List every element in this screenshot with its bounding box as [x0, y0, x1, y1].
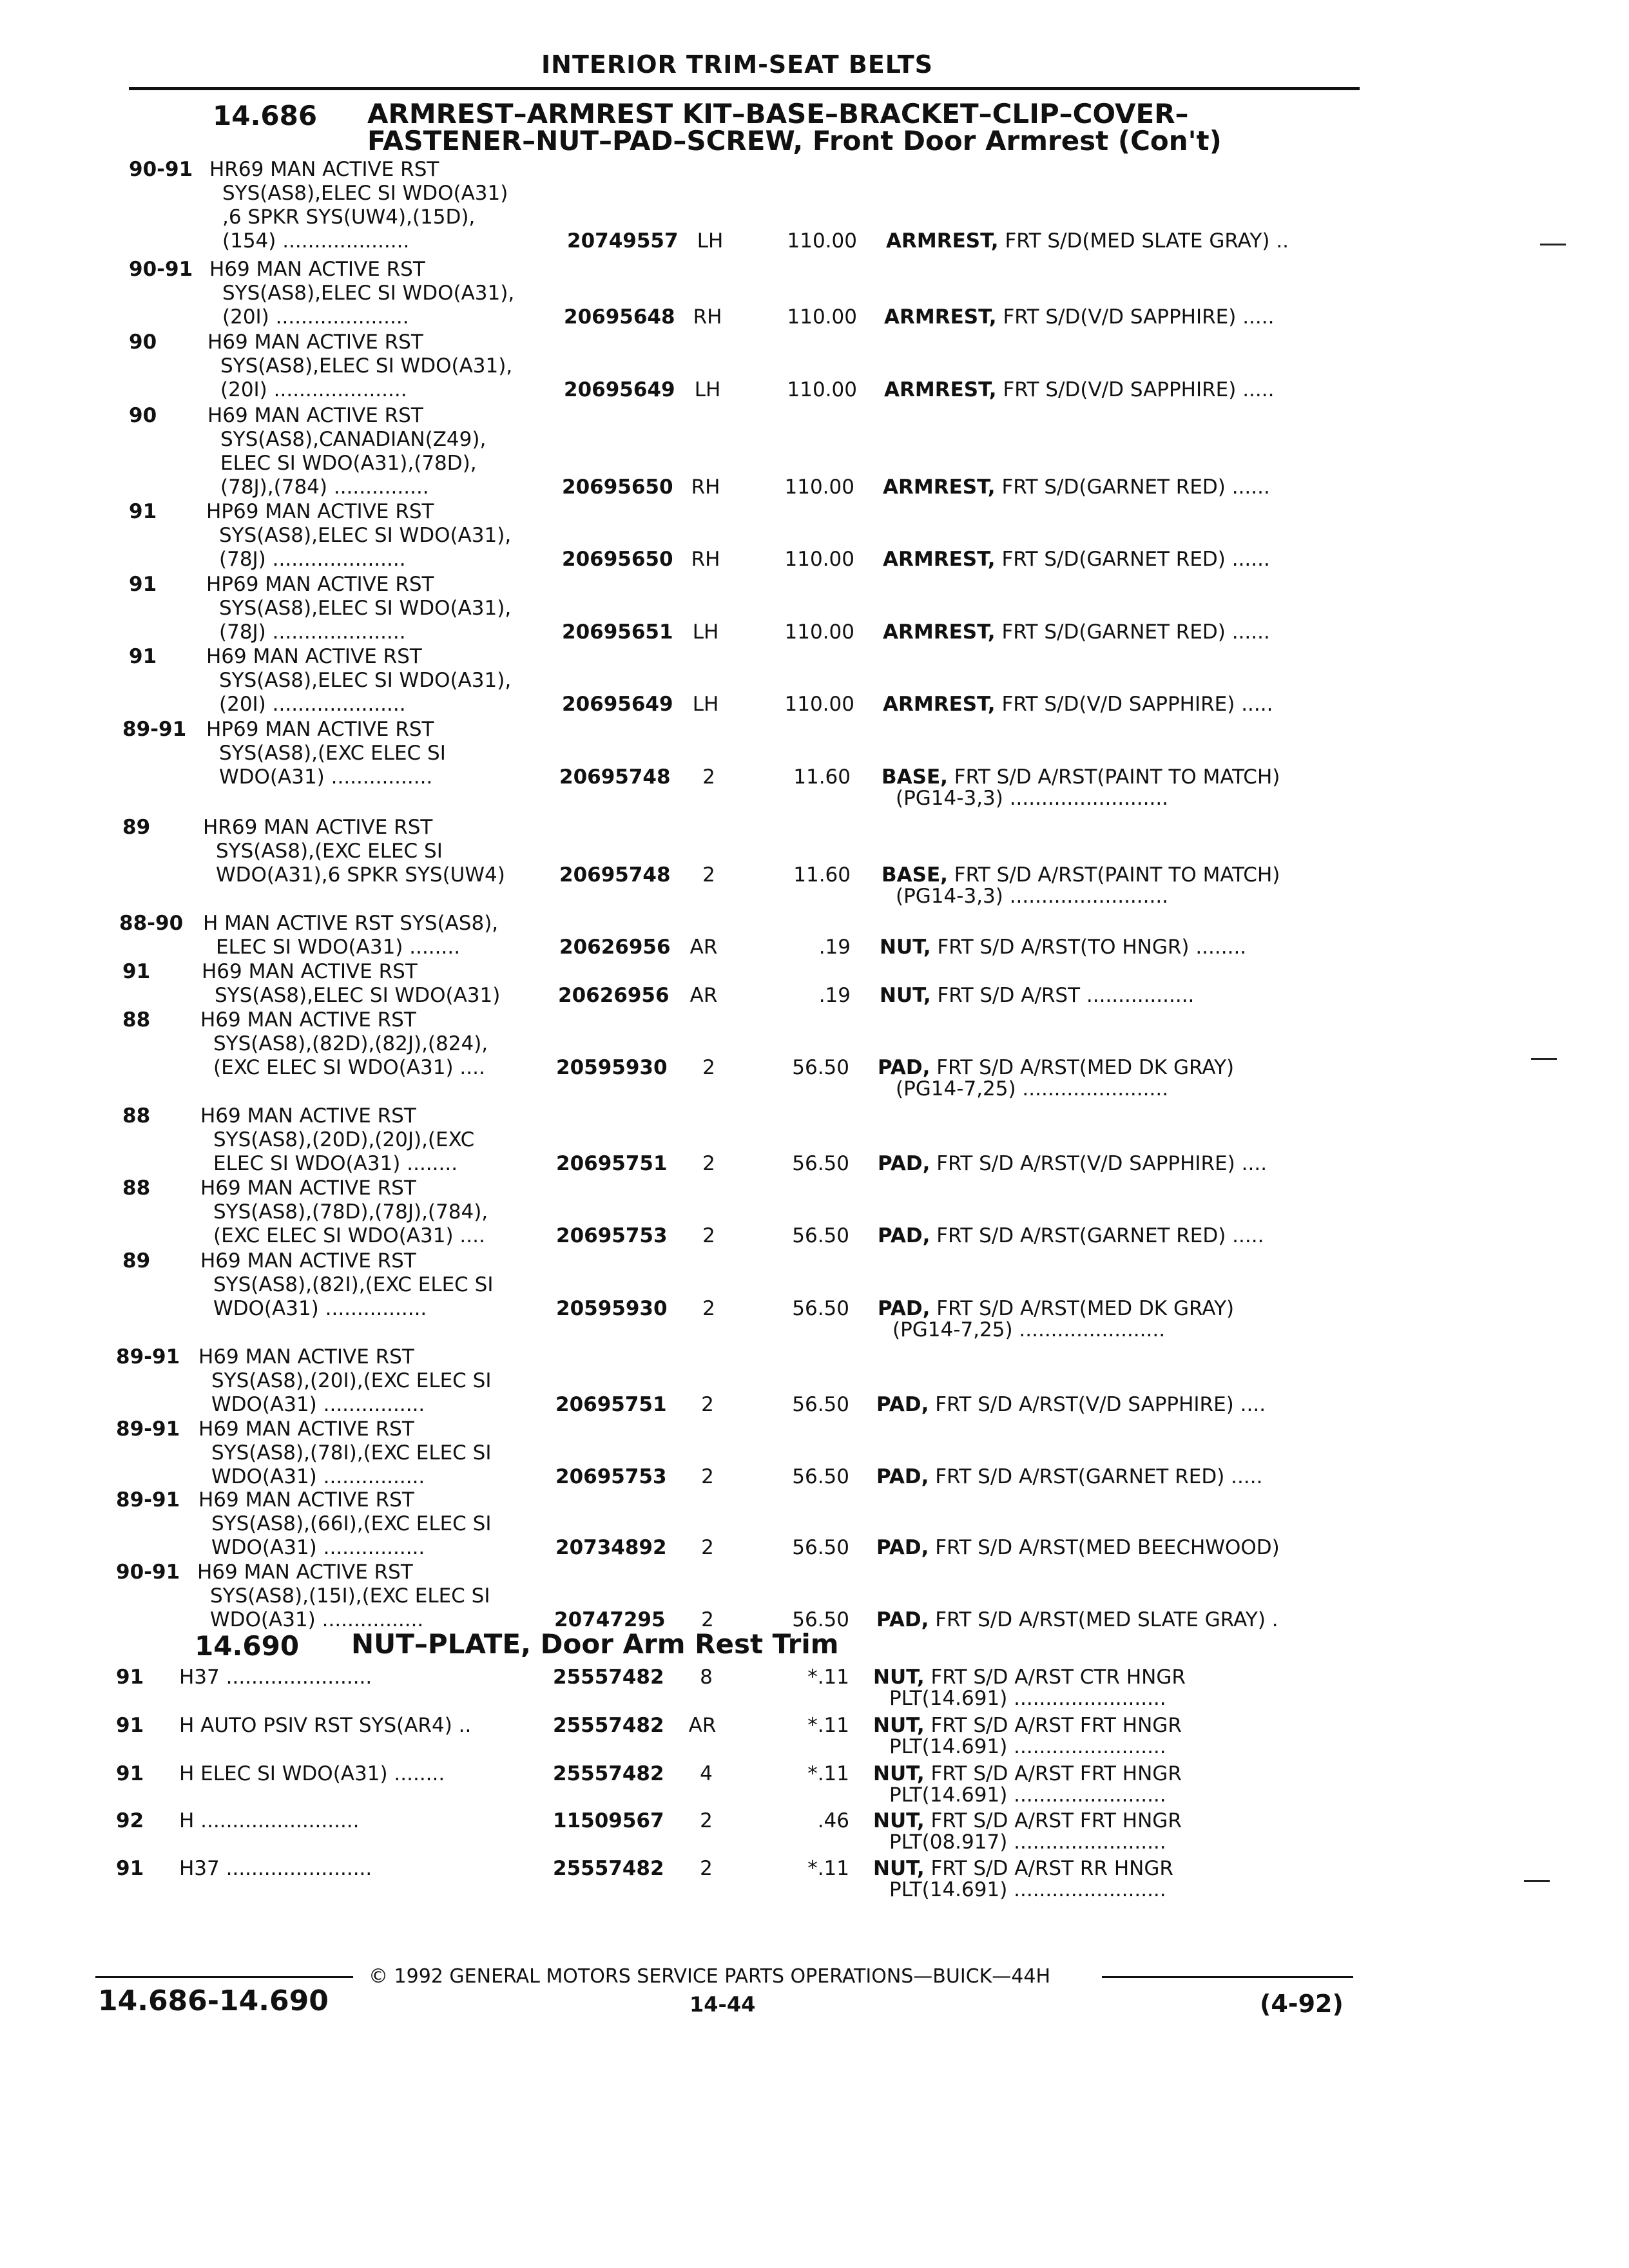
quantity: LH: [692, 620, 719, 644]
section-title: ARMREST–ARMREST KIT–BASE–BRACKET–CLIP–COVER–: [367, 98, 1189, 130]
item-description: [882, 863, 1280, 887]
quantity: 2: [702, 1152, 715, 1175]
application-line: SYS(AS8),(66I),(EXC ELEC SI: [211, 1512, 492, 1535]
part-number: 20626956: [559, 936, 671, 959]
item-description: [873, 1857, 1173, 1881]
item-description: [873, 1714, 1182, 1738]
application-line: (154) ....................: [222, 229, 410, 253]
item-description: [876, 1536, 1280, 1560]
item-detail: FRT S/D A/RST(V/D SAPPHIRE) ....: [930, 1152, 1268, 1175]
item-name: PAD,: [878, 1056, 930, 1079]
section-number: 14.690: [195, 1630, 300, 1662]
application-line: SYS(AS8),(82I),(EXC ELEC SI: [213, 1273, 494, 1296]
item-description: [873, 1666, 1186, 1689]
application-line: HP69 MAN ACTIVE RST: [206, 573, 434, 596]
application-line: H37 .......................: [179, 1857, 372, 1880]
item-detail: FRT S/D(GARNET RED) ......: [995, 620, 1270, 644]
price: 110.00: [784, 693, 854, 716]
section-title: FASTENER–NUT–PAD–SCREW, Front Door Armrest (Con't): [367, 125, 1222, 157]
part-number: 20695650: [562, 476, 673, 499]
item-detail: FRT S/D A/RST(GARNET RED) .....: [929, 1465, 1263, 1488]
item-description: [883, 476, 1270, 499]
application-line: H .........................: [179, 1809, 360, 1832]
part-number: 25557482: [553, 1762, 664, 1785]
quantity: RH: [693, 305, 722, 329]
application-line: SYS(AS8),(EXC ELEC SI: [216, 840, 443, 863]
quantity: 2: [700, 1809, 713, 1832]
part-number: 20734892: [555, 1536, 667, 1559]
footer-page-number: 14-44: [689, 1992, 756, 2017]
item-detail: FRT S/D A/RST(MED BEECHWOOD): [929, 1536, 1280, 1559]
item-name: PAD,: [876, 1536, 929, 1559]
price: 56.50: [792, 1297, 849, 1320]
item-description: [883, 693, 1273, 716]
model-year: 89: [122, 816, 151, 839]
item-description: [886, 229, 1289, 253]
item-description-continued: PLT(14.691) ........................: [889, 1878, 1166, 1901]
item-description: [876, 1608, 1278, 1632]
application-line: H69 MAN ACTIVE RST: [198, 1488, 414, 1512]
quantity: 4: [700, 1762, 713, 1785]
item-name: PAD,: [876, 1608, 929, 1631]
item-description-continued: (PG14-7,25) .......................: [896, 1077, 1169, 1100]
price: 56.50: [792, 1152, 849, 1175]
application-line: (78J),(784) ...............: [220, 476, 429, 499]
model-year: 92: [116, 1809, 144, 1832]
model-year: 90-91: [116, 1561, 180, 1584]
section-number: 14.686: [213, 100, 318, 131]
application-line: SYS(AS8),ELEC SI WDO(A31): [215, 984, 501, 1007]
part-number: 25557482: [553, 1666, 664, 1689]
quantity: 2: [701, 1608, 714, 1631]
application-line: H69 MAN ACTIVE RST: [200, 1177, 416, 1200]
item-description-continued: PLT(14.691) ........................: [889, 1783, 1166, 1807]
item-detail: FRT S/D A/RST RR HNGR: [924, 1857, 1173, 1880]
item-description-continued: PLT(14.691) ........................: [889, 1735, 1166, 1758]
quantity: 2: [701, 1393, 714, 1416]
footer-date: (4-92): [1260, 1990, 1344, 2018]
model-year: 88: [122, 1008, 151, 1032]
margin-tick: [1540, 244, 1566, 245]
item-name: PAD,: [876, 1465, 929, 1488]
item-name: ARMREST,: [884, 378, 997, 401]
item-description: [883, 548, 1270, 572]
item-detail: FRT S/D A/RST(MED DK GRAY): [930, 1056, 1235, 1079]
model-year: 90-91: [129, 258, 193, 281]
model-year: 89-91: [116, 1488, 180, 1512]
part-number: 20749557: [567, 229, 679, 253]
application-line: H ELEC SI WDO(A31) ........: [179, 1762, 445, 1785]
application-line: H MAN ACTIVE RST SYS(AS8),: [203, 912, 499, 935]
application-line: (EXC ELEC SI WDO(A31) ....: [213, 1224, 485, 1247]
part-number: 11509567: [553, 1809, 664, 1832]
model-year: 90-91: [129, 158, 193, 181]
item-detail: FRT S/D A/RST(MED SLATE GRAY) .: [929, 1608, 1278, 1631]
application-line: H69 MAN ACTIVE RST: [198, 1345, 414, 1369]
quantity: RH: [691, 548, 720, 571]
application-line: SYS(AS8),ELEC SI WDO(A31),: [219, 524, 512, 547]
item-name: ARMREST,: [883, 693, 996, 716]
application-line: SYS(AS8),(20D),(20J),(EXC: [213, 1128, 475, 1151]
section-title: NUT–PLATE, Door Arm Rest Trim: [351, 1628, 839, 1660]
part-number: 20695751: [556, 1152, 668, 1175]
model-year: 91: [129, 500, 157, 523]
application-line: SYS(AS8),ELEC SI WDO(A31): [222, 182, 508, 205]
price: 110.00: [784, 620, 854, 644]
application-line: SYS(AS8),ELEC SI WDO(A31),: [222, 282, 515, 305]
application-line: H69 MAN ACTIVE RST: [198, 1418, 414, 1441]
price: .19: [818, 936, 851, 959]
part-number: 20695649: [562, 693, 673, 716]
item-description: [873, 1762, 1182, 1786]
part-number: 20695649: [564, 378, 675, 401]
quantity: AR: [689, 936, 718, 959]
quantity: 2: [702, 1224, 715, 1247]
item-name: PAD,: [878, 1224, 930, 1247]
item-detail: FRT S/D A/RST FRT HNGR: [924, 1714, 1182, 1737]
quantity: 2: [702, 863, 715, 887]
quantity: 2: [702, 765, 715, 789]
application-line: SYS(AS8),(82D),(82J),(824),: [213, 1032, 488, 1055]
application-line: H69 MAN ACTIVE RST: [207, 331, 423, 354]
item-detail: FRT S/D(MED SLATE GRAY) ..: [998, 229, 1289, 253]
application-line: H69 MAN ACTIVE RST: [197, 1561, 413, 1584]
application-line: SYS(AS8),(EXC ELEC SI: [219, 742, 446, 765]
item-name: NUT,: [873, 1666, 925, 1689]
item-detail: FRT S/D A/RST(TO HNGR) ........: [930, 936, 1247, 959]
model-year: 89: [122, 1249, 151, 1273]
part-number: 25557482: [553, 1857, 664, 1880]
price: *.11: [807, 1857, 849, 1880]
price: .19: [818, 984, 851, 1007]
price: 110.00: [784, 548, 854, 571]
quantity: LH: [694, 378, 721, 401]
price: 11.60: [793, 863, 851, 887]
footer-rule: [95, 1976, 353, 1978]
item-name: NUT,: [873, 1762, 925, 1785]
item-name: BASE,: [882, 863, 948, 887]
application-line: WDO(A31) ................: [211, 1393, 425, 1416]
application-line: SYS(AS8),(78I),(EXC ELEC SI: [211, 1441, 492, 1465]
item-description: [884, 378, 1274, 402]
application-line: (20I) .....................: [222, 305, 409, 329]
item-description: [878, 1056, 1234, 1080]
item-name: NUT,: [880, 984, 931, 1007]
application-line: WDO(A31) ................: [211, 1465, 425, 1488]
application-line: H69 MAN ACTIVE RST: [207, 404, 423, 427]
item-detail: FRT S/D A/RST FRT HNGR: [924, 1809, 1182, 1832]
application-line: H69 MAN ACTIVE RST: [200, 1104, 416, 1128]
application-line: ELEC SI WDO(A31),(78D),: [220, 452, 477, 475]
footer-rule: [1102, 1976, 1353, 1978]
item-name: ARMREST,: [883, 548, 996, 571]
application-line: HP69 MAN ACTIVE RST: [206, 500, 434, 523]
item-description: [878, 1224, 1264, 1248]
model-year: 88-90: [119, 912, 184, 935]
quantity: AR: [688, 1714, 717, 1737]
item-detail: FRT S/D A/RST .................: [930, 984, 1195, 1007]
application-line: SYS(AS8),(20I),(EXC ELEC SI: [211, 1369, 492, 1392]
item-description-continued: PLT(08.917) ........................: [889, 1831, 1166, 1854]
quantity: 2: [702, 1056, 715, 1079]
application-line: H69 MAN ACTIVE RST: [200, 1008, 416, 1032]
model-year: 91: [129, 573, 157, 596]
item-description-continued: (PG14-3,3) .........................: [896, 787, 1169, 810]
item-description-continued: PLT(14.691) ........................: [889, 1687, 1166, 1710]
header-rule: [129, 87, 1360, 90]
application-line: ,6 SPKR SYS(UW4),(15D),: [222, 206, 476, 229]
price: *.11: [807, 1714, 849, 1737]
item-name: ARMREST,: [883, 620, 996, 644]
item-detail: FRT S/D A/RST(MED DK GRAY): [930, 1297, 1235, 1320]
item-detail: FRT S/D A/RST(V/D SAPPHIRE) ....: [929, 1393, 1266, 1416]
item-description: [878, 1152, 1267, 1176]
application-line: HP69 MAN ACTIVE RST: [206, 718, 434, 741]
application-line: WDO(A31) ................: [219, 765, 433, 789]
application-line: (78J) .....................: [219, 548, 406, 571]
item-name: ARMREST,: [884, 305, 997, 329]
item-detail: FRT S/D(V/D SAPPHIRE) .....: [995, 693, 1273, 716]
application-line: SYS(AS8),(78D),(78J),(784),: [213, 1200, 488, 1224]
model-year: 90: [129, 331, 157, 354]
application-line: ELEC SI WDO(A31) ........: [213, 1152, 458, 1175]
part-number: 20695753: [556, 1224, 668, 1247]
model-year: 89-91: [116, 1345, 180, 1369]
quantity: RH: [691, 476, 720, 499]
application-line: H37 .......................: [179, 1666, 372, 1689]
item-name: ARMREST,: [883, 476, 996, 499]
price: 56.50: [792, 1393, 849, 1416]
model-year: 89-91: [116, 1418, 180, 1441]
price: 56.50: [792, 1465, 849, 1488]
item-name: PAD,: [878, 1297, 930, 1320]
application-line: (20I) .....................: [219, 693, 406, 716]
part-number: 20695753: [555, 1465, 667, 1488]
item-description: [884, 305, 1274, 329]
item-detail: FRT S/D(GARNET RED) ......: [995, 476, 1270, 499]
part-number: 20695650: [562, 548, 673, 571]
item-name: NUT,: [873, 1809, 925, 1832]
item-name: NUT,: [873, 1714, 925, 1737]
item-description: [883, 620, 1270, 644]
item-name: PAD,: [878, 1152, 930, 1175]
price: *.11: [807, 1762, 849, 1785]
item-detail: FRT S/D(GARNET RED) ......: [995, 548, 1270, 571]
model-year: 91: [129, 645, 157, 668]
part-number: 20695651: [562, 620, 673, 644]
quantity: 2: [700, 1857, 713, 1880]
item-detail: FRT S/D A/RST CTR HNGR: [924, 1666, 1186, 1689]
quantity: LH: [692, 693, 719, 716]
part-number: 20695648: [564, 305, 675, 329]
quantity: 8: [700, 1666, 713, 1689]
item-detail: FRT S/D(V/D SAPPHIRE) .....: [996, 378, 1275, 401]
part-number: 20595930: [556, 1056, 668, 1079]
item-detail: FRT S/D(V/D SAPPHIRE) .....: [996, 305, 1275, 329]
price: 11.60: [793, 765, 851, 789]
model-year: 90: [129, 404, 157, 427]
item-detail: FRT S/D A/RST(PAINT TO MATCH): [947, 765, 1280, 789]
part-number: 20695748: [559, 765, 671, 789]
application-line: (EXC ELEC SI WDO(A31) ....: [213, 1056, 485, 1079]
price: .46: [817, 1809, 849, 1832]
item-description: [873, 1809, 1182, 1833]
price: *.11: [807, 1666, 849, 1689]
application-line: (78J) .....................: [219, 620, 406, 644]
margin-tick: [1531, 1058, 1557, 1060]
application-line: ELEC SI WDO(A31) ........: [216, 936, 461, 959]
part-number: 25557482: [553, 1714, 664, 1737]
item-description: [880, 984, 1194, 1008]
item-description: [876, 1465, 1262, 1489]
item-description: [882, 765, 1280, 789]
model-year: 88: [122, 1104, 151, 1128]
model-year: 91: [116, 1666, 144, 1689]
application-line: HR69 MAN ACTIVE RST: [203, 816, 433, 839]
item-detail: FRT S/D A/RST(GARNET RED) .....: [930, 1224, 1264, 1247]
quantity: LH: [697, 229, 724, 253]
item-name: NUT,: [880, 936, 931, 959]
application-line: H69 MAN ACTIVE RST: [206, 645, 422, 668]
item-name: NUT,: [873, 1857, 925, 1880]
part-number: 20626956: [558, 984, 670, 1007]
application-line: SYS(AS8),(15I),(EXC ELEC SI: [210, 1584, 490, 1608]
price: 110.00: [787, 229, 857, 253]
application-line: SYS(AS8),ELEC SI WDO(A31),: [219, 669, 512, 692]
part-number: 20595930: [556, 1297, 668, 1320]
price: 56.50: [792, 1536, 849, 1559]
application-line: HR69 MAN ACTIVE RST: [209, 158, 439, 181]
quantity: 2: [701, 1465, 714, 1488]
price: 56.50: [792, 1056, 849, 1079]
application-line: SYS(AS8),ELEC SI WDO(A31),: [219, 597, 512, 620]
application-line: SYS(AS8),ELEC SI WDO(A31),: [220, 354, 513, 378]
item-description-continued: (PG14-3,3) .........................: [896, 885, 1169, 908]
price: 56.50: [792, 1608, 849, 1631]
item-name: PAD,: [876, 1393, 929, 1416]
price: 110.00: [784, 476, 854, 499]
quantity: 2: [702, 1297, 715, 1320]
application-line: H69 MAN ACTIVE RST: [202, 960, 418, 983]
item-name: BASE,: [882, 765, 948, 789]
model-year: 89-91: [122, 718, 187, 741]
item-description: [880, 936, 1246, 959]
price: 56.50: [792, 1224, 849, 1247]
model-year: 88: [122, 1177, 151, 1200]
part-number: 20747295: [554, 1608, 666, 1631]
application-line: H69 MAN ACTIVE RST: [200, 1249, 416, 1273]
item-description: [878, 1297, 1234, 1321]
page-header: INTERIOR TRIM-SEAT BELTS: [541, 50, 933, 79]
footer-copyright: © 1992 GENERAL MOTORS SERVICE PARTS OPERATIONS—BUICK—44H: [369, 1965, 1051, 1988]
application-line: (20I) .....................: [220, 378, 407, 401]
item-detail: FRT S/D A/RST FRT HNGR: [924, 1762, 1182, 1785]
part-number: 20695751: [555, 1393, 667, 1416]
part-number: 20695748: [559, 863, 671, 887]
item-name: ARMREST,: [886, 229, 999, 253]
application-line: SYS(AS8),CANADIAN(Z49),: [220, 428, 487, 451]
quantity: 2: [701, 1536, 714, 1559]
footer-section-range: 14.686-14.690: [98, 1984, 329, 2017]
application-line: H AUTO PSIV RST SYS(AR4) ..: [179, 1714, 472, 1737]
application-line: WDO(A31) ................: [210, 1608, 424, 1631]
item-description-continued: (PG14-7,25) .......................: [892, 1318, 1166, 1341]
price: 110.00: [787, 305, 857, 329]
application-line: WDO(A31),6 SPKR SYS(UW4): [216, 863, 505, 887]
model-year: 91: [116, 1762, 144, 1785]
model-year: 91: [122, 960, 151, 983]
model-year: 91: [116, 1714, 144, 1737]
item-detail: FRT S/D A/RST(PAINT TO MATCH): [947, 863, 1280, 887]
application-line: WDO(A31) ................: [211, 1536, 425, 1559]
item-description: [876, 1393, 1266, 1417]
price: 110.00: [787, 378, 857, 401]
application-line: WDO(A31) ................: [213, 1297, 427, 1320]
application-line: H69 MAN ACTIVE RST: [209, 258, 425, 281]
quantity: AR: [689, 984, 718, 1007]
margin-tick: [1524, 1880, 1550, 1882]
model-year: 91: [116, 1857, 144, 1880]
